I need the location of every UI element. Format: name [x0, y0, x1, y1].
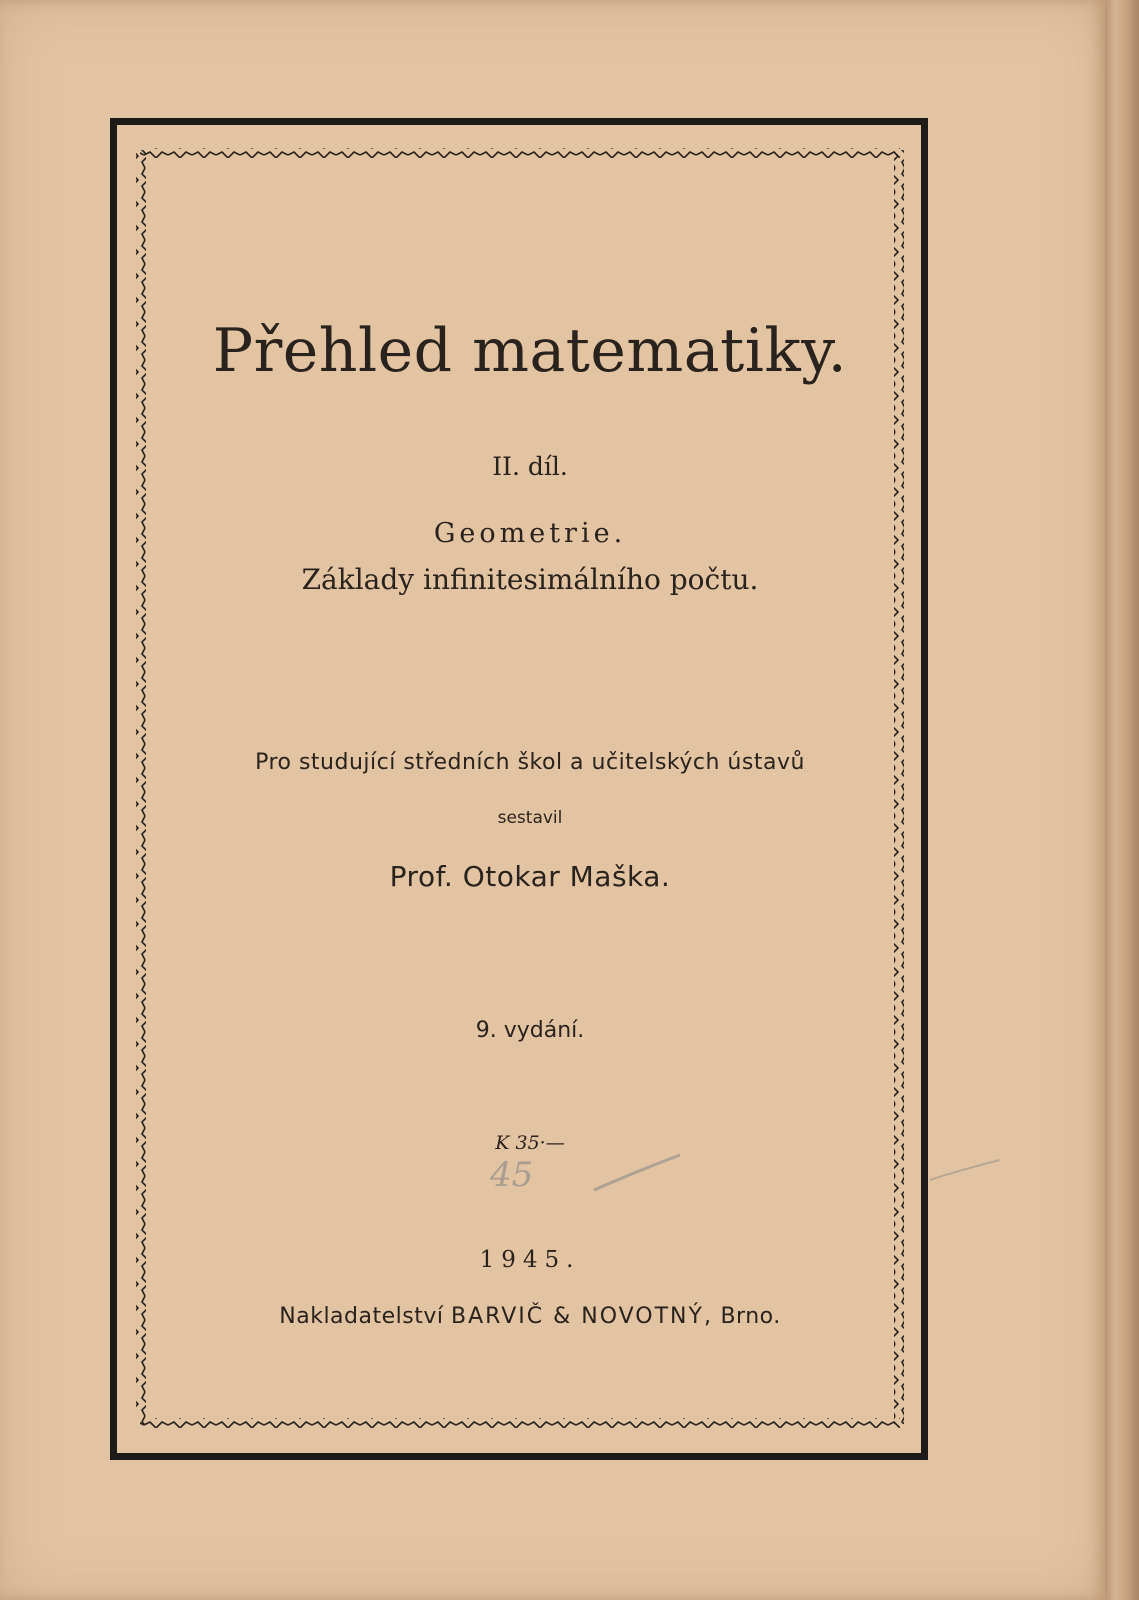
wavy-border-top: [140, 148, 900, 158]
subject-heading: Geometrie.: [433, 518, 627, 549]
volume-label: II. díl.: [492, 452, 568, 481]
handwritten-note: 45: [490, 1155, 534, 1195]
publisher-city: Brno.: [720, 1304, 781, 1329]
publisher-line: [0, 1304, 1060, 1329]
publication-year: 1945.: [479, 1247, 581, 1273]
publisher-name: BARVIČ & NOVOTNÝ,: [450, 1304, 713, 1329]
edition-label: 9. vydání.: [475, 1018, 585, 1043]
audience-line: Pro studující středních škol a učitelských ústavů: [255, 750, 805, 775]
wavy-border-bottom: [140, 1418, 900, 1428]
book-title: Přehled matematiky.: [212, 316, 848, 386]
subtitle: Základy infinitesimálního počtu.: [301, 563, 759, 596]
publisher-prefix: Nakladatelství: [279, 1304, 444, 1329]
pencil-stroke: [594, 1155, 680, 1190]
compiled-by-label: sestavil: [497, 808, 563, 828]
price-label: K 35·—: [495, 1132, 565, 1154]
author-name: Prof. Otokar Maška.: [389, 860, 671, 893]
